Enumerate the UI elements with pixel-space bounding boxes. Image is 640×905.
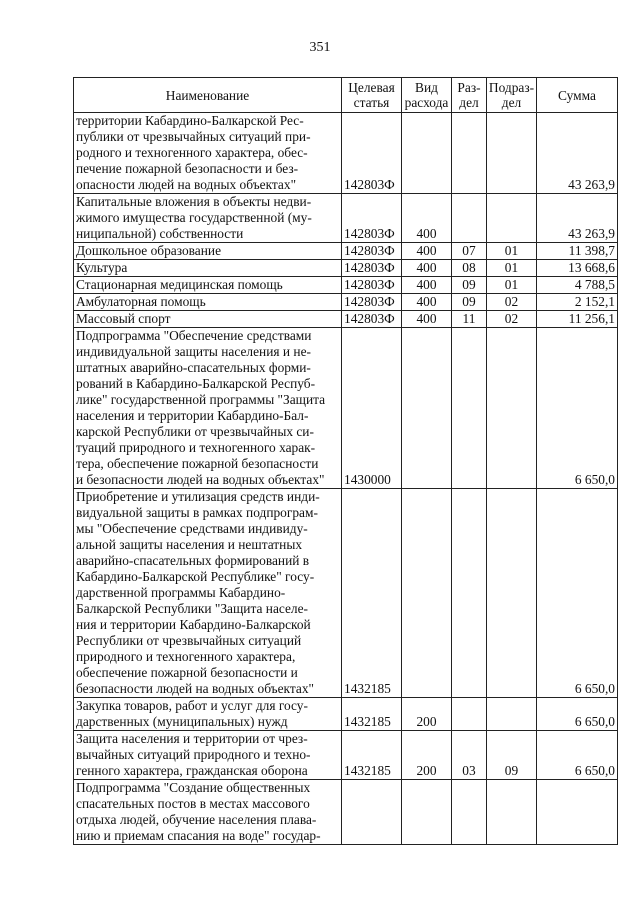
row-expense-type: [402, 113, 452, 194]
row-subsection: [487, 194, 537, 243]
row-name: [74, 698, 342, 731]
row-name-line: Капитальные вложения в объекты недви-: [76, 194, 312, 209]
row-subsection: [487, 328, 537, 489]
row-target-article: 142803Ф: [342, 113, 402, 194]
row-name-line: Подпрограмма "Создание общественных: [76, 780, 311, 795]
row-target-article: 1432185: [342, 489, 402, 698]
row-section: [452, 113, 487, 194]
row-subsection: [487, 489, 537, 698]
row-subsection: 02: [487, 311, 537, 328]
table-row: [74, 194, 618, 243]
header-expense-type: Вид расхода: [402, 78, 452, 113]
row-name: [74, 328, 342, 489]
row-section: 09: [452, 277, 487, 294]
row-expense-type: [402, 328, 452, 489]
row-section: [452, 194, 487, 243]
row-section: 07: [452, 243, 487, 260]
row-name-line: территории Кабардино-Балкарской Рес-: [76, 113, 304, 128]
row-name-line: тера, обеспечение пожарной безопасности: [76, 456, 319, 471]
row-name-line: и безопасности людей на водных объектах": [76, 472, 325, 487]
row-name-line: населения и территории Кабардино-Бал-: [76, 408, 309, 423]
row-name-line: нию и приемам спасания на воде" государ-: [76, 828, 321, 843]
table-row: [74, 698, 618, 731]
row-expense-type: 400: [402, 294, 452, 311]
row-sum: 6 650,0: [537, 731, 618, 780]
row-target-article: [342, 780, 402, 845]
row-subsection: [487, 113, 537, 194]
row-name: [74, 489, 342, 698]
row-name-line: печение пожарной безопасности и без-: [76, 161, 299, 176]
row-target-article: 1432185: [342, 698, 402, 731]
row-section: 09: [452, 294, 487, 311]
row-name-line: штатных аварийно-спасательных форми-: [76, 360, 311, 375]
table-row: [74, 489, 618, 698]
row-name-line: безопасности людей на водных объектах": [76, 681, 314, 696]
row-name-line: Балкарской Республики "Защита населе-: [76, 601, 309, 616]
row-name: [74, 294, 342, 311]
row-target-article: 1432185: [342, 731, 402, 780]
row-expense-type: 400: [402, 311, 452, 328]
row-subsection: 01: [487, 277, 537, 294]
row-name-line: ния и территории Кабардино-Балкарской: [76, 617, 311, 632]
row-name-line: карской Республики от чрезвычайных си-: [76, 424, 314, 439]
row-name-line: Подпрограмма "Обеспечение средствами: [76, 328, 312, 343]
row-name-line: опасности людей на водных объектах": [76, 177, 297, 192]
row-sum: 2 152,1: [537, 294, 618, 311]
row-sum: 43 263,9: [537, 113, 618, 194]
row-name-line: Приобретение и утилизация средств инди-: [76, 489, 320, 504]
row-target-article: 1430000: [342, 328, 402, 489]
row-target-article: 142803Ф: [342, 277, 402, 294]
row-name-line: жимого имущества государственной (му-: [76, 210, 312, 225]
header-row: [74, 78, 618, 113]
row-name: [74, 731, 342, 780]
row-target-article: 142803Ф: [342, 294, 402, 311]
table-row: [74, 328, 618, 489]
table-row: [74, 260, 618, 277]
row-expense-type: [402, 780, 452, 845]
row-name-line: генного характера, гражданская оборона: [76, 763, 308, 778]
row-subsection: [487, 780, 537, 845]
row-expense-type: 400: [402, 194, 452, 243]
row-sum: 6 650,0: [537, 489, 618, 698]
row-name-line: Массовый спорт: [76, 311, 171, 326]
row-target-article: 142803Ф: [342, 311, 402, 328]
row-name-line: Дошкольное образование: [76, 243, 222, 258]
row-name: [74, 311, 342, 328]
row-name: [74, 194, 342, 243]
row-name: [74, 260, 342, 277]
row-name-line: Закупка товаров, работ и услуг для госу-: [76, 698, 308, 713]
table-row: [74, 113, 618, 194]
row-sum: 11 398,7: [537, 243, 618, 260]
row-name-line: Амбулаторная помощь: [76, 294, 206, 309]
row-name-line: туаций природного и техногенного харак-: [76, 440, 316, 455]
row-expense-type: 200: [402, 731, 452, 780]
row-section: 03: [452, 731, 487, 780]
row-name-line: дарственных (муниципальных) нужд: [76, 714, 288, 729]
header-name: Наименование: [74, 78, 342, 113]
row-name-line: Культура: [76, 260, 128, 275]
row-name-line: публики от чрезвычайных ситуаций при-: [76, 129, 311, 144]
row-name-line: лике" государственной программы "Защита: [76, 392, 326, 407]
row-name-line: Стационарная медицинская помощь: [76, 277, 283, 292]
row-subsection: 01: [487, 243, 537, 260]
row-name-line: Республики от чрезвычайных ситуаций: [76, 633, 302, 648]
row-target-article: 142803Ф: [342, 243, 402, 260]
row-subsection: 02: [487, 294, 537, 311]
row-sum: 13 668,6: [537, 260, 618, 277]
row-name-line: Кабардино-Балкарской Республике" госу-: [76, 569, 315, 584]
page-number: 351: [309, 40, 331, 55]
row-name-line: родного и техногенного характера, обес-: [76, 145, 308, 160]
row-name-line: видуальной защиты в рамках подпрограм-: [76, 505, 318, 520]
table-row: [74, 294, 618, 311]
row-name-line: альной защиты населения и нештатных: [76, 537, 303, 552]
row-expense-type: 400: [402, 277, 452, 294]
row-name-line: аварийно-спасательных формирований в: [76, 553, 310, 568]
table-row: [74, 780, 618, 845]
row-target-article: 142803Ф: [342, 194, 402, 243]
row-section: 11: [452, 311, 487, 328]
row-sum: 43 263,9: [537, 194, 618, 243]
header-target-article: Целевая статья: [342, 78, 402, 113]
row-name-line: обеспечение пожарной безопасности и: [76, 665, 298, 680]
row-name-line: индивидуальной защиты населения и не-: [76, 344, 311, 359]
row-section: [452, 328, 487, 489]
row-sum: 6 650,0: [537, 698, 618, 731]
row-name: [74, 780, 342, 845]
row-subsection: [487, 698, 537, 731]
table-row: [74, 731, 618, 780]
row-expense-type: 200: [402, 698, 452, 731]
row-sum: [537, 780, 618, 845]
row-name-line: вычайных ситуаций природного и техно-: [76, 747, 311, 762]
header-subsection: Подраз- дел: [487, 78, 537, 113]
row-name-line: дарственной программы Кабардино-: [76, 585, 286, 600]
row-sum: 6 650,0: [537, 328, 618, 489]
header-sum: Сумма: [537, 78, 618, 113]
row-target-article: 142803Ф: [342, 260, 402, 277]
row-subsection: 09: [487, 731, 537, 780]
row-sum: 4 788,5: [537, 277, 618, 294]
row-section: 08: [452, 260, 487, 277]
row-name-line: спасательных постов в местах массового: [76, 796, 310, 811]
row-name-line: Защита населения и территории от чрез-: [76, 731, 308, 746]
row-name-line: природного и техногенного характера,: [76, 649, 296, 664]
table-row: [74, 311, 618, 328]
row-section: [452, 780, 487, 845]
row-expense-type: [402, 489, 452, 698]
row-sum: 11 256,1: [537, 311, 618, 328]
row-expense-type: 400: [402, 260, 452, 277]
table-row: [74, 277, 618, 294]
row-name-line: мы "Обеспечение средствами индивиду-: [76, 521, 308, 536]
row-expense-type: 400: [402, 243, 452, 260]
row-section: [452, 698, 487, 731]
header-section: Раз- дел: [452, 78, 487, 113]
row-name: [74, 243, 342, 260]
row-section: [452, 489, 487, 698]
row-name-line: рований в Кабардино-Балкарской Респуб-: [76, 376, 316, 391]
row-name: [74, 113, 342, 194]
row-name: [74, 277, 342, 294]
table-row: [74, 243, 618, 260]
row-name-line: ниципальной) собственности: [76, 226, 244, 241]
budget-table: [73, 77, 618, 845]
row-name-line: отдыха людей, обучение населения плава-: [76, 812, 317, 827]
row-subsection: 01: [487, 260, 537, 277]
